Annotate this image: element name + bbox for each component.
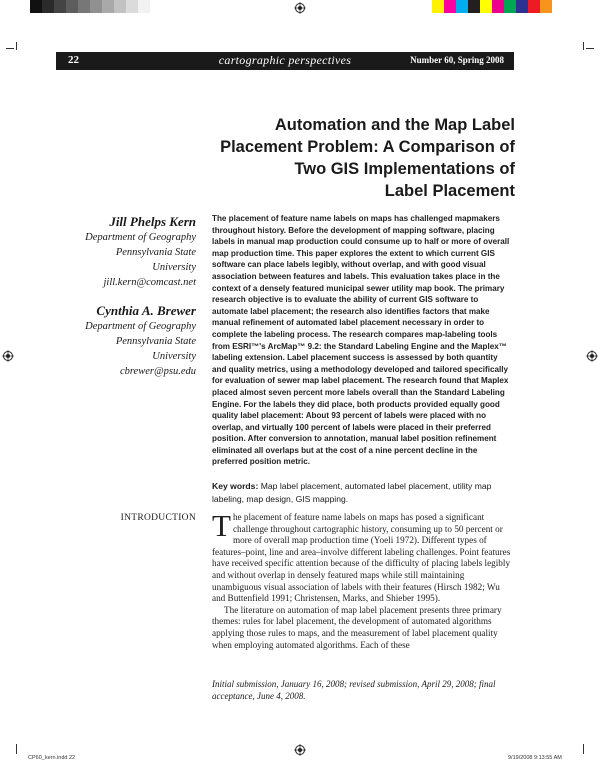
author-affiliation: University [152,262,196,273]
title-line: Automation and the Map Label [274,116,515,134]
author-name: Cynthia A. Brewer [96,303,196,318]
slug-file-name: CP60_kern.indd 22 [28,755,76,761]
gray-swatch [138,0,150,13]
crop-mark [16,744,17,754]
author-block [40,213,196,379]
gray-swatch [102,0,114,13]
abstract: The placement of feature name labels on maps has challenged mapmakers throughout history. Before the development of mapping software, placing labels in manual map production could consume up to half or more of overall map production time. This paper explores the extent to which current GIS software can place labels legibly, without overlap, and with good visual association between features and labels. This evaluation takes place in the context of a densely featured municipal sewer utility map book. The primary research objective is to evaluate the ability of current GIS software to automate label placement; the research also identifies factors that make manual refinement of automated label placement necessary in order to complete the labeling process. The research compares map-labeling tools from ESRI™'s ArcMap™ 9.2: the Standard Labeling Engine and the Maplex™ labeling extension. Label placement success is assessed by both quantity and quality metrics, using a methodology developed and tailored specifically for evaluation of sewer map label placement. The research found that Maplex placed almost seven percent more labels overall than the Standard Labeling Engine. For the labels they did place, both products provided equally good quality label placement: About 93 percent of labels were placed with no overlap, and virtually 100 percent of labels were placed in their preferred position. After conversion to annotation, manual label position refinement eliminated all overlaps but at the cost of a nine percent decline in the preferred position metric. [212,214,510,467]
running-header [56,52,514,70]
color-swatch [480,0,492,13]
registration-mark-right-icon [586,350,598,362]
author-email: cbrewer@psu.edu [119,366,196,377]
gray-swatch [42,0,54,13]
registration-mark-top-icon [294,2,306,14]
registration-mark-bottom-icon [294,744,306,756]
color-swatch [504,0,516,13]
gray-swatch-bar [30,0,150,13]
gray-swatch [114,0,126,13]
issue-label: Number 60, Spring 2008 [410,55,504,65]
color-swatch [468,0,480,13]
crop-mark [16,42,17,50]
paragraph-text: he placement of feature name labels on maps has posed a significant challenge throughout cartographic history, consuming up to 50 percent or more of overall map production time (Yoeli 1972). Different types of features–point, line and area–involve different labeling challenges. Point features have received specific attention because of the difficulty of placing labels legibly and without overlap in densely featured maps while still maintaining unambiguous visual association of labels with their features (Hirsch 1982; Wu and Buttenfield 1991; Christensen, Marks, and Shieber 1995). [212,512,511,604]
crop-mark [6,48,14,49]
page-number: 22 [68,54,79,66]
author-affiliation: Department of Geography [85,232,196,243]
color-swatch [540,0,552,13]
paragraph: The literature on automation of map label placement presents three primary themes: rules for label placement, the development of automated algorithms applying those rules to maps, and the measurement of label placement quality when employing automated algorithms. Each of these [212,604,502,650]
title-line: Placement Problem: A Comparison of [220,138,515,156]
article-title [200,114,515,202]
author-affiliation: University [152,351,196,362]
registration-mark-left-icon [2,350,14,362]
submission-footnote: Initial submission, January 16, 2008; revised submission, April 29, 2008; final acceptance, June 4, 2008. [212,679,496,701]
author-affiliation: Pennsylvania State [115,336,196,347]
title-line: Two GIS Implementations of [294,160,515,178]
journal-title: cartographic perspectives [218,53,352,67]
introduction-body [212,508,514,651]
crop-mark [583,42,584,50]
section-heading: INTRODUCTION [120,513,196,523]
title-line: Label Placement [384,182,515,200]
paragraph [212,508,514,605]
color-swatch [444,0,456,13]
gray-swatch [66,0,78,13]
gray-swatch [30,0,42,13]
color-swatch [528,0,540,13]
gray-swatch [90,0,102,13]
gray-swatch [126,0,138,13]
drop-cap: T [212,508,231,543]
crop-mark [586,48,594,49]
author-email: jill.kern@comcast.net [103,277,196,288]
color-swatch-bar [432,0,552,13]
slug-timestamp: 9/19/2008 9:13:55 AM [508,755,562,761]
color-swatch [492,0,504,13]
gray-swatch [54,0,66,13]
keywords-label: Key words: [212,481,259,491]
author-affiliation: Department of Geography [85,321,196,332]
color-swatch [516,0,528,13]
crop-mark [583,744,584,754]
gray-swatch [78,0,90,13]
color-swatch [456,0,468,13]
author-name: Jill Phelps Kern [109,214,196,229]
keywords-text: Map label placement, automated label placement, utility map labeling, map design, GIS mapping. [212,481,492,504]
keywords [212,480,514,505]
color-swatch [432,0,444,13]
author-affiliation: Pennsylvania State [115,247,196,258]
